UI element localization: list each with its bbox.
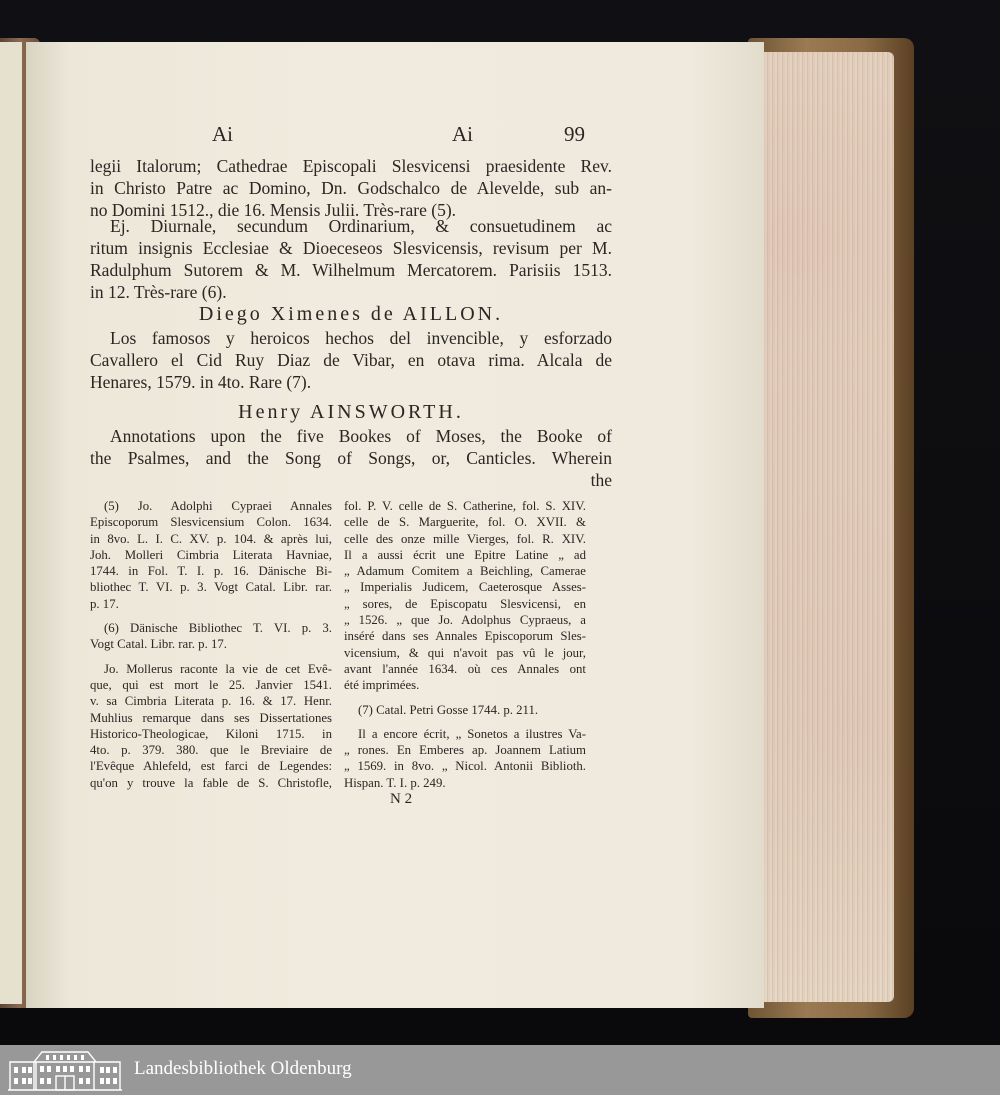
text-line: the Psalmes, and the Song of Songs, or, Canticles. Wherein [90,448,612,468]
footnote-line: v. sa Cimbria Literata p. 16. & 17. Henr. [90,694,332,709]
footnote-line: Hispan. T. I. p. 249. [344,775,446,790]
page-edges [760,52,894,1002]
footnote-line: été imprimées. [344,678,420,693]
footnote-line: bliothec T. VI. p. 3. Vogt Catal. Libr. rar. [90,580,332,595]
entry-heading-ainsworth: Henry AINSWORTH. [238,401,464,423]
footnote-line: Joh. Molleri Cimbria Literata Havniae, [90,547,332,562]
text-line: Los famosos y heroicos hechos del invencible, y esforzado [110,328,612,348]
text-line: in 12. Très-rare (6). [90,282,227,302]
footnote-line: (7) Catal. Petri Gosse 1744. p. 211. [358,702,539,717]
text-line: Henares, 1579. in 4to. Rare (7). [90,372,312,392]
text-line: in Christo Patre ac Domino, Dn. Godschalco de Alevelde, sub an- [90,178,612,198]
footnote-line: qu'on y trouve la fable de S. Christofle, [90,775,332,790]
running-head-center: Ai [452,122,473,146]
text-line: ritum insignis Ecclesiae & Dioeceseos Slesvicensis, revisum per M. [90,238,612,258]
entry-paragraph-4 [90,425,612,491]
text-line: Annotations upon the five Bookes of Moses, the Booke of [110,426,612,446]
library-building-icon [6,1048,124,1092]
footnote-line: que, qui est mort le 25. Janvier 1541. [90,677,332,692]
text-line: Ej. Diurnale, secundum Ordinarium, & consuetudinem ac [110,216,612,236]
text-line: Cavallero el Cid Ruy Diaz de Vibar, en otava rima. Alcala de [90,350,612,370]
entry-heading-aillon: Diego Ximenes de AILLON. [198,303,504,325]
footnote-line: „ 1526. „ que Jo. Adolphus Cypraeus, a [344,613,586,628]
footnote-line: „ Imperialis Judicem, Caeterosque Asses- [344,580,586,595]
entry-paragraph-1 [90,155,612,221]
footnote-line: inséré dans ses Annales Episcoporum Sles- [344,629,586,644]
entry-paragraph-3 [90,327,612,393]
signature-mark: N 2 [390,791,413,807]
page-number: 99 [564,122,585,146]
footnotes-right-column [344,498,586,791]
footnote-line: celle des onze mille Vierges, fol. R. XIV. [344,531,586,546]
footnote-line: Historico-Theologicae, Kiloni 1715. in [90,726,332,741]
footnote-line: (6) Dänische Bibliothec T. VI. p. 3. [104,621,332,636]
footnotes-left-column [90,498,332,791]
running-head-left: Ai [212,122,233,146]
left-page-sliver [0,42,22,1004]
text-line: Radulphum Sutorem & M. Wilhelmum Mercatorem. Parisiis 1513. [90,260,612,280]
footnote-line: Episcoporum Slesvicensium Colon. 1634. [90,515,332,530]
footnote-line: „ 1569. in 8vo. „ Nicol. Antonii Biblioth. [344,759,586,774]
footnote-line: avant l'année 1634. où ces Annales ont [344,661,586,676]
footnote-line: Muhlius remarque dans ses Dissertationes [90,710,332,725]
footnote-line: 1744. in Fol. T. I. p. 16. Dänische Bi- [90,564,332,579]
footnote-line: „ Adamum Comitem a Beichling, Camerae [344,564,586,579]
book-page [26,42,764,1008]
footnote-line: 4to. p. 379. 380. que le Breviaire de [90,743,332,758]
library-footer-bar [0,1045,1000,1095]
footnote-line: Il a aussi écrit une Epitre Latine „ ad [344,547,586,562]
footnote-line: „ sores, de Episcopatu Slesvicensi, en [344,596,586,611]
footnote-line: Il a encore écrit, „ Sonetos a ilustres Va- [358,726,586,741]
footnote-line: Jo. Mollerus raconte la vie de cet Evê- [104,661,332,676]
footnote-line: in 8vo. L. I. C. XV. p. 104. & après lui, [90,531,332,546]
text-line: no Domini 1512., die 16. Mensis Julii. Très-rare (5). [90,200,457,220]
footnote-line: vicensium, & qui n'avoit pas vû le jour, [344,645,586,660]
footnote-line: l'Evêque Ahlefeld, est farci de Legendes: [90,759,332,774]
text-line: legii Italorum; Cathedrae Episcopali Slesvicensi praesidente Rev. [90,156,612,176]
footnote-line: „ rones. En Emberes ap. Joannem Latium [344,743,586,758]
entry-paragraph-2 [90,215,612,303]
library-name: Landesbibliothek Oldenburg [134,1058,352,1079]
text-line: the [590,470,612,490]
footnote-line: fol. P. V. celle de S. Catherine, fol. S. XIV. [344,499,586,513]
footnote-line: (5) Jo. Adolphi Cypraei Annales [104,499,332,513]
footnote-line: celle de S. Marguerite, fol. O. XVII. & [344,515,586,530]
footnote-line: p. 17. [90,596,119,611]
footnote-line: Vogt Catal. Libr. rar. p. 17. [90,637,227,652]
